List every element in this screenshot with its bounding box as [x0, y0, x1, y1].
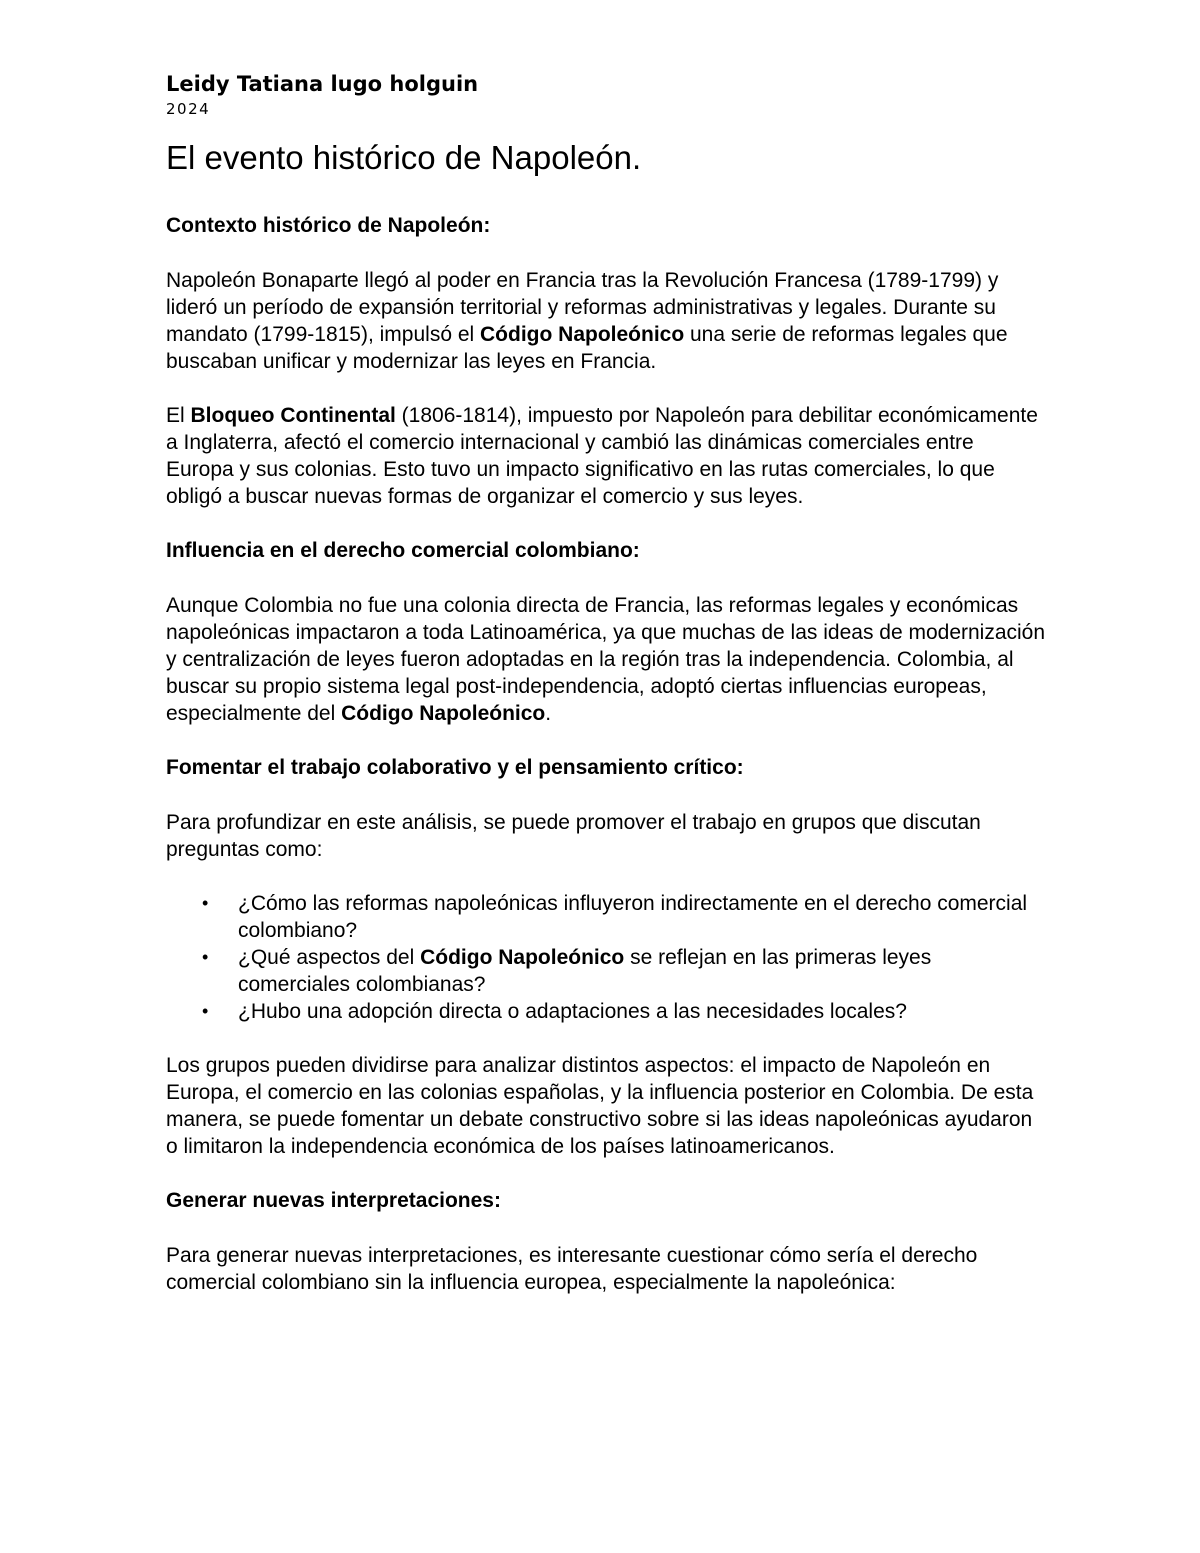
bold-term-codigo: Código Napoleónico	[480, 323, 685, 346]
question-text: ¿Hubo una adopción directa o adaptaciones a las necesidades locales?	[238, 1000, 907, 1023]
author-name: Leidy Tatiana lugo holguin	[166, 72, 479, 96]
document-year: 2024	[166, 100, 211, 118]
bullet-icon: •	[202, 893, 209, 913]
question-text: ¿Qué aspectos del	[238, 946, 421, 969]
section-heading-context: Contexto histórico de Napoleón:	[166, 214, 491, 237]
paragraph-text: una serie de reformas legales que buscaban unificar y modernizar las leyes en Francia.	[166, 323, 1008, 373]
bold-term-codigo: Código Napoleónico	[341, 702, 546, 725]
paragraph-context	[166, 267, 1046, 375]
section-heading-interpretations: Generar nuevas interpretaciones:	[166, 1189, 501, 1212]
section-heading-influence: Influencia en el derecho comercial colombiano:	[166, 539, 640, 562]
paragraph-bloqueo	[166, 402, 1046, 510]
paragraph-text: (1806-1814), impuesto por Napoleón para debilitar económicamente a Inglaterra, afectó el comercio internacional y cambió las dinámicas comerciales entre Europa y sus colonias. Esto tuvo un impacto significativo en las rutas comerciales, lo que obligó a buscar nuevas formas de organizar el comercio y sus leyes.	[166, 404, 1038, 508]
bold-term-bloqueo: Bloqueo Continental	[190, 404, 396, 427]
paragraph-groups: Los grupos pueden dividirse para analizar distintos aspectos: el impacto de Napoleón en Europa, el comercio en las colonias españolas, y la influencia posterior en Colombia. De esta manera, se puede fomentar un debate constructivo sobre si las ideas napoleónicas ayudaron o limitaron la independencia económica de los países latinoamericanos.	[166, 1054, 1034, 1158]
document-title: El evento histórico de Napoleón.	[166, 139, 642, 176]
section-heading-collaboration: Fomentar el trabajo colaborativo y el pensamiento crítico:	[166, 756, 744, 779]
bold-term-codigo: Código Napoleónico	[420, 946, 625, 969]
bullet-icon: •	[202, 947, 209, 967]
paragraph-influence	[166, 592, 1046, 727]
list-item	[166, 944, 1046, 998]
bullet-icon: •	[202, 1001, 209, 1021]
questions-list	[166, 890, 1046, 1025]
paragraph-text: .	[545, 702, 552, 725]
question-text: ¿Cómo las reformas napoleónicas influyeron indirectamente en el derecho comercial colombiano?	[238, 892, 1028, 942]
paragraph-collaboration: Para profundizar en este análisis, se puede promover el trabajo en grupos que discutan preguntas como:	[166, 811, 981, 861]
document-page	[166, 70, 1046, 1323]
paragraph-interpretations: Para generar nuevas interpretaciones, es interesante cuestionar cómo sería el derecho comercial colombiano sin la influencia europea, especialmente la napoleónica:	[166, 1244, 978, 1294]
paragraph-text: Aunque Colombia no fue una colonia directa de Francia, las reformas legales y económicas napoleónicas impactaron a toda Latinoamérica, ya que muchas de las ideas de modernización y centralización de leyes fueron adoptadas en la región tras la independencia. Colombia, al buscar su propio sistema legal post-independencia, adoptó ciertas influencias europeas, especialmente del	[166, 594, 1046, 725]
list-item	[166, 890, 1046, 944]
paragraph-text: Napoleón Bonaparte llegó al poder en Francia tras la Revolución Francesa (1789-1799) y lideró un período de expansión territorial y reformas administrativas y legales. Durante su mandato (1799-1815), impulsó el	[166, 269, 999, 346]
list-item	[166, 998, 1046, 1025]
question-text: se reflejan en las primeras leyes comerciales colombianas?	[238, 946, 932, 996]
paragraph-text: El	[166, 404, 191, 427]
